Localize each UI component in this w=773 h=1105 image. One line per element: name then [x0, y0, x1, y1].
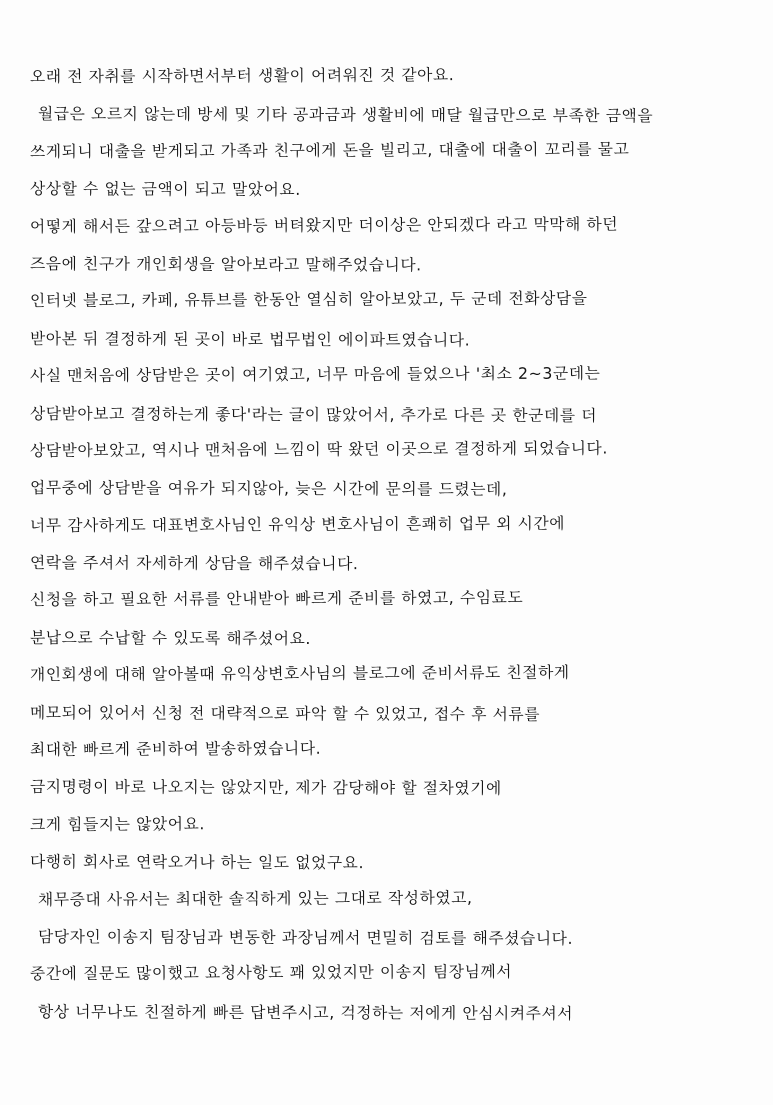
- letter-line-6: 즈음에 친구가 개인회생을 알아보라고 말해주었습니다.: [29, 253, 422, 275]
- letter-line-4: 상상할 수 없는 금액이 되고 말았어요.: [29, 179, 301, 200]
- letter-line-1: 오래 전 자취를 시작하면서부터 생활이 어려워진 것 같아요.: [29, 65, 455, 86]
- letter-line-24: 담당자인 이송지 팀장님과 변동한 과장님께서 면밀히 검토를 해주셨습니다.: [37, 927, 574, 948]
- letter-line-22: 다행히 회사로 연락오거나 하는 일도 없었구요.: [29, 852, 365, 873]
- letter-line-2: 월급은 오르지 않는데 방세 및 기타 공과금과 생활비에 매달 월급만으로 부족한 금액을: [37, 104, 654, 126]
- letter-line-10: 상담받아보고 결정하는게 좋다'라는 글이 많았어서, 추가로 다른 곳 한군데를 더: [29, 403, 598, 425]
- letter-line-8: 받아본 뒤 결정하게 된 곳이 바로 법무법인 에이파트였습니다.: [29, 328, 471, 350]
- letter-line-20: 금지명령이 바로 나오지는 않았지만, 제가 감당해야 할 절차였기에: [29, 777, 502, 799]
- letter-line-14: 연락을 주셔서 자세하게 상담을 해주셨습니다.: [29, 553, 359, 574]
- letter-line-9: 사실 맨처음에 상담받은 곳이 여기였고, 너무 마음에 들었으나 '최소 2~3군데는: [29, 363, 601, 386]
- letter-line-21: 크게 힘들지는 않았어요.: [29, 814, 206, 834]
- letter-line-15: 신청을 하고 필요한 서류를 안내받아 빠르게 준비를 하였고, 수임료도: [29, 588, 524, 610]
- letter-line-23: 채무증대 사유서는 최대한 솔직하게 있는 그대로 작성하였고,: [37, 887, 473, 909]
- letter-line-3: 쓰게되니 대출을 받게되고 가족과 친구에게 돈을 빌리고, 대출에 대출이 꼬리를 물고: [29, 139, 630, 161]
- letter-line-12: 업무중에 상담받을 여유가 되지않아, 늦은 시간에 문의를 드렸는데,: [29, 478, 508, 499]
- letter-line-18: 메모되어 있어서 신청 전 대략적으로 파악 할 수 있었고, 접수 후 서류를: [29, 702, 541, 724]
- letter-line-16: 분납으로 수납할 수 있도록 해주셨어요.: [29, 627, 312, 648]
- letter-line-13: 너무 감사하게도 대표변호사님인 유익상 변호사님이 흔쾌히 업무 외 시간에: [29, 513, 566, 535]
- letter-line-5: 어떻게 해서든 갚으려고 아등바등 버텨왔지만 더이상은 안되겠다 라고 막막해 하던: [29, 213, 619, 236]
- letter-body: [30, 58, 760, 1030]
- letter-line-26: 항상 너무나도 친절하게 빠른 답변주시고, 걱정하는 저에게 안심시켜주셔서: [37, 1001, 574, 1023]
- letter-line-11: 상담받아보았고, 역시나 맨처음에 느낌이 딱 왔던 이곳으로 결정하게 되었습니다.: [29, 438, 608, 460]
- letter-line-17: 개인회생에 대해 알아볼때 유익상변호사님의 블로그에 준비서류도 친절하게: [29, 662, 570, 685]
- letter-line-25: 중간에 질문도 많이했고 요청사항도 꽤 있었지만 이송지 팀장님께서: [29, 962, 513, 984]
- letter-line-19: 최대한 빠르게 준비하여 발송하였습니다.: [29, 738, 322, 760]
- letter-line-7: 인터넷 블로그, 카페, 유튜브를 한동안 열심히 알아보았고, 두 군데 전화상담을: [29, 288, 588, 311]
